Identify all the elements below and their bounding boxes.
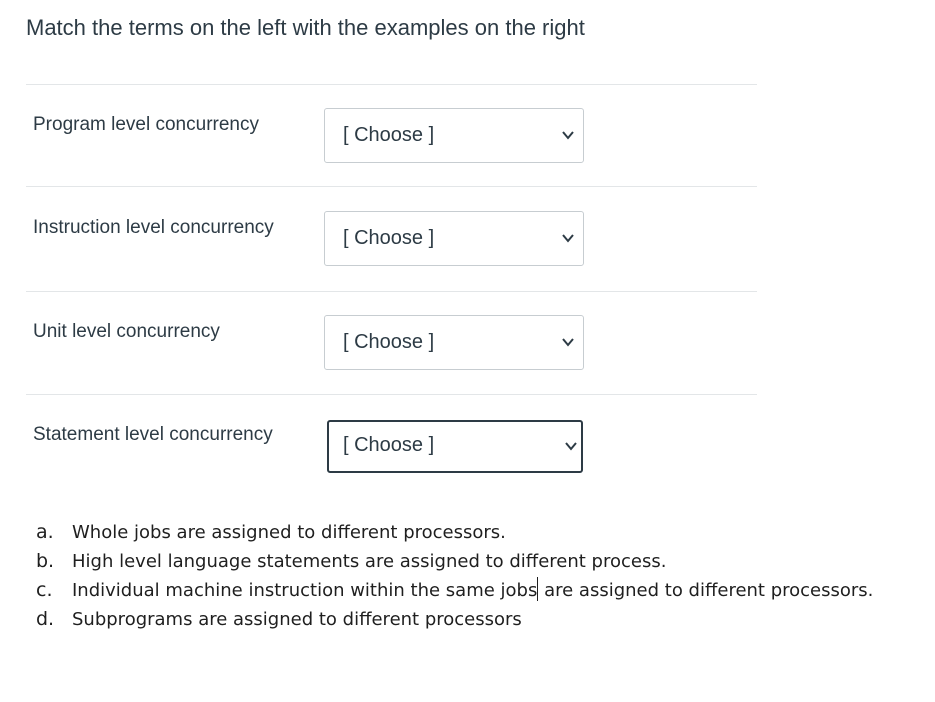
option-text: High level language statements are assigned to different process.	[72, 551, 667, 572]
divider	[26, 84, 757, 85]
chevron-down-icon	[561, 336, 575, 348]
select-value: [ Choose ]	[343, 227, 435, 249]
answer-select[interactable]	[324, 211, 584, 266]
term-label: Unit level concurrency	[33, 321, 220, 342]
question-title: Match the terms on the left with the examples on the right	[26, 15, 585, 40]
divider	[26, 186, 757, 187]
answer-option	[36, 547, 873, 576]
chevron-down-icon	[564, 440, 578, 452]
answer-select[interactable]	[324, 108, 584, 163]
option-text-start: Individual machine instruction within the same jobs	[72, 580, 538, 601]
select-value: [ Choose ]	[343, 124, 435, 146]
match-row-instruction-level	[26, 217, 757, 297]
answer-option	[36, 576, 873, 605]
term-label: Statement level concurrency	[33, 424, 273, 445]
term-label: Instruction level concurrency	[33, 217, 274, 238]
chevron-down-icon	[561, 129, 575, 141]
option-letter: a.	[36, 521, 54, 543]
term-label: Program level concurrency	[33, 114, 259, 135]
option-text: Subprograms are assigned to different processors	[72, 609, 522, 630]
answer-options-list	[36, 518, 873, 634]
select-value: [ Choose ]	[343, 434, 435, 456]
answer-option	[36, 605, 873, 634]
match-row-program-level	[26, 114, 757, 194]
option-text: Whole jobs are assigned to different processors.	[72, 522, 506, 543]
option-letter: d.	[36, 608, 55, 630]
option-letter: c.	[36, 579, 53, 601]
option-text-end: are assigned to different processors.	[538, 580, 874, 601]
match-row-unit-level	[26, 321, 757, 401]
chevron-down-icon	[561, 232, 575, 244]
divider	[26, 394, 757, 395]
match-row-statement-level	[26, 424, 757, 504]
divider	[26, 291, 757, 292]
answer-select[interactable]	[324, 315, 584, 370]
answer-select[interactable]	[327, 420, 583, 473]
answer-option	[36, 518, 873, 547]
select-value: [ Choose ]	[343, 331, 435, 353]
option-letter: b.	[36, 550, 55, 572]
